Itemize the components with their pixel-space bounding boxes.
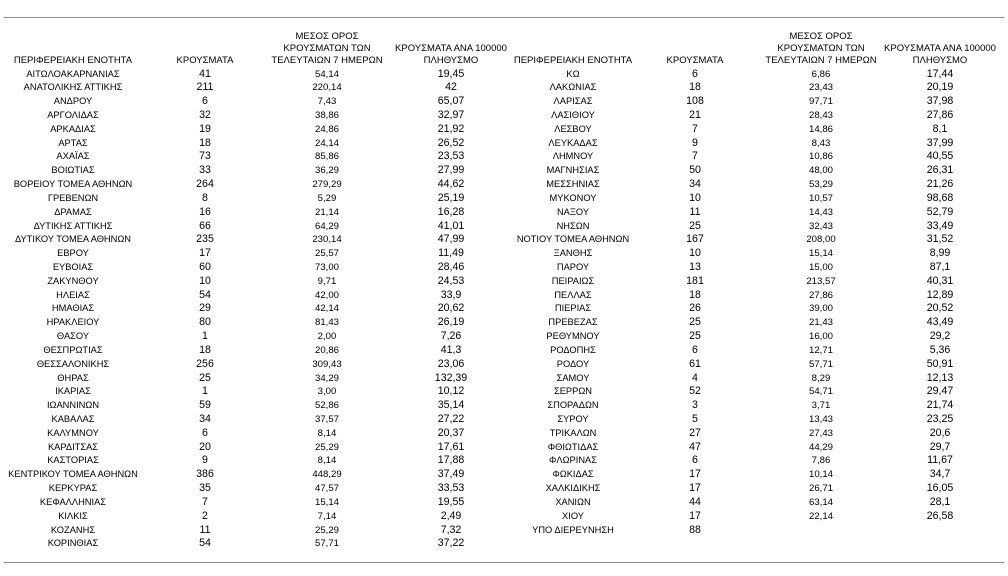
left-row-5-region: ΑΡΤΑΣ [58, 137, 88, 148]
right-row-32-region: ΧΙΟΥ [562, 510, 584, 521]
left-row-25-avg7: 37,57 [314, 414, 339, 425]
left-row-20-cases: 18 [199, 343, 211, 356]
header-avg7-right: ΜΕΣΟΣ ΟΡΟΣ ΚΡΟΥΣΜΑΤΩΝ ΤΩΝ ΤΕΛΕΥΤΑΙΩΝ 7 ΗΜΕΡΩΝ [765, 31, 877, 66]
right-row-23-cases: 52 [689, 385, 701, 398]
left-row-4-avg7: 24,86 [314, 123, 339, 135]
right-row-31-avg7: 63,14 [808, 496, 833, 508]
right-row-4-region: ΛΕΣΒΟΥ [554, 123, 592, 134]
left-row-31-cases: 7 [202, 495, 208, 508]
left-row-28-cases: 9 [202, 454, 208, 467]
right-row-26-region: ΤΡΙΚΑΛΩΝ [549, 427, 597, 438]
right-row-14-avg7: 15,00 [808, 261, 833, 273]
right-row-22-per100k: 12,13 [926, 371, 954, 384]
left-row-8-per100k: 44,62 [437, 178, 465, 191]
left-row-34-avg7: 57,71 [314, 538, 339, 550]
right-row-4-cases: 7 [692, 122, 698, 135]
left-row-19-region: ΘΑΣΟΥ [56, 331, 90, 342]
left-row-23-cases: 1 [202, 385, 208, 398]
right-row-17-cases: 26 [689, 302, 701, 315]
left-row-14-avg7: 73,00 [314, 261, 339, 273]
right-row-14-region: ΠΑΡΟΥ [556, 261, 590, 272]
right-row-21-avg7: 57,71 [808, 358, 833, 370]
right-row-27-per100k: 29,7 [929, 440, 951, 453]
right-row-3-cases: 21 [689, 108, 701, 121]
right-row-14-per100k: 87,1 [929, 260, 951, 273]
left-row-7-cases: 33 [199, 164, 211, 177]
left-row-1-avg7: 220,14 [312, 82, 342, 94]
right-row-19-region: ΡΕΘΥΜΝΟΥ [546, 331, 600, 342]
left-row-1-region: ΑΝΑΤΟΛΙΚΗΣ ΑΤΤΙΚΗΣ [23, 82, 123, 93]
left-row-25-per100k: 27,22 [437, 413, 465, 425]
right-row-10-region: ΝΑΞΟΥ [556, 206, 590, 217]
left-row-9-cases: 8 [202, 191, 208, 204]
left-row-17-per100k: 20,62 [437, 302, 465, 315]
left-row-29-avg7: 448,29 [312, 469, 342, 481]
left-row-26-cases: 6 [202, 426, 208, 439]
left-row-29-cases: 386 [196, 468, 214, 481]
left-row-8-avg7: 279,29 [312, 179, 342, 191]
left-row-34-per100k: 37,22 [437, 537, 465, 550]
left-row-3-region: ΑΡΓΟΛΙΔΑΣ [47, 109, 99, 120]
left-row-25-cases: 34 [199, 413, 211, 425]
left-row-7-avg7: 36,29 [314, 165, 339, 177]
right-row-13-region: ΞΑΝΘΗΣ [553, 248, 593, 259]
right-row-20-region: ΡΟΔΟΠΗΣ [550, 344, 596, 355]
left-row-12-region: ΔΥΤΙΚΟΥ ΤΟΜΕΑ ΑΘΗΝΩΝ [14, 234, 132, 245]
right-row-10-per100k: 52,79 [926, 205, 954, 218]
left-row-6-region: ΑΧΑΪΑΣ [56, 151, 90, 162]
left-row-22-per100k: 132,39 [434, 371, 468, 384]
right-row-5-region: ΛΕΥΚΑΔΑΣ [548, 137, 598, 148]
left-row-10-cases: 16 [199, 205, 211, 218]
left-row-6-per100k: 23,53 [437, 150, 465, 163]
right-row-9-region: ΜΥΚΟΝΟΥ [549, 192, 597, 203]
right-row-5-cases: 9 [692, 136, 698, 149]
left-row-34-region: ΚΟΡΙΝΘΙΑΣ [47, 538, 99, 549]
left-row-23-region: ΙΚΑΡΙΑΣ [55, 386, 91, 397]
right-row-30-cases: 17 [689, 482, 701, 495]
right-row-27-region: ΦΘΙΩΤΙΔΑΣ [547, 441, 599, 452]
left-row-16-region: ΗΛΕΙΑΣ [56, 289, 90, 300]
left-row-24-region: ΙΩΑΝΝΙΝΩΝ [46, 400, 100, 411]
left-row-15-cases: 10 [199, 274, 211, 287]
right-row-16-cases: 18 [689, 288, 701, 301]
left-row-9-per100k: 25,19 [437, 191, 465, 204]
right-row-33-cases: 88 [689, 523, 701, 536]
right-row-20-cases: 6 [692, 343, 698, 356]
right-row-20-avg7: 12,71 [808, 344, 833, 356]
right-row-29-avg7: 10,14 [808, 469, 833, 481]
left-row-32-cases: 2 [202, 509, 208, 522]
left-row-30-region: ΚΕΡΚΥΡΑΣ [48, 483, 98, 494]
right-row-25-cases: 5 [692, 413, 698, 425]
right-row-32-per100k: 26,58 [926, 509, 954, 522]
left-row-5-per100k: 26,52 [437, 136, 465, 149]
left-row-33-cases: 11 [199, 523, 211, 536]
left-row-26-region: ΚΑΛΥΜΝΟΥ [47, 427, 99, 438]
right-row-11-avg7: 32,43 [808, 220, 833, 232]
left-row-21-region: ΘΕΣΣΑΛΟΝΙΚΗΣ [36, 358, 110, 369]
right-row-0-avg7: 6,86 [811, 68, 831, 80]
left-row-14-cases: 60 [199, 260, 211, 273]
left-row-11-cases: 66 [199, 219, 211, 232]
left-row-18-cases: 80 [199, 316, 211, 329]
right-row-31-cases: 44 [689, 495, 701, 508]
right-row-26-avg7: 27,43 [808, 427, 833, 439]
right-row-24-cases: 3 [692, 399, 698, 412]
right-row-22-avg7: 8,29 [811, 372, 831, 384]
right-row-11-per100k: 33,49 [926, 219, 954, 232]
left-row-3-avg7: 38,86 [314, 109, 339, 121]
left-row-12-avg7: 230,14 [312, 234, 342, 246]
right-row-12-region: ΝΟΤΙΟΥ ΤΟΜΕΑ ΑΘΗΝΩΝ [516, 234, 630, 245]
right-row-22-cases: 4 [692, 371, 698, 384]
left-row-9-avg7: 5,29 [317, 192, 337, 204]
right-row-21-region: ΡΟΔΟΥ [556, 358, 590, 369]
right-row-10-avg7: 14,43 [808, 206, 833, 218]
left-row-2-region: ΑΝΔΡΟΥ [53, 96, 93, 107]
right-row-17-per100k: 20,52 [926, 302, 954, 315]
left-row-28-region: ΚΑΣΤΟΡΙΑΣ [47, 455, 99, 466]
left-row-0-per100k: 19,45 [437, 67, 465, 80]
right-row-23-region: ΣΕΡΡΩΝ [553, 386, 592, 397]
left-row-17-cases: 29 [199, 302, 211, 315]
left-row-4-per100k: 21,92 [437, 122, 465, 135]
right-row-2-cases: 108 [686, 95, 704, 108]
right-row-15-region: ΠΕΙΡΑΙΩΣ [551, 275, 595, 286]
right-row-1-region: ΛΑΚΩΝΙΑΣ [549, 82, 597, 93]
left-row-4-region: ΑΡΚΑΔΙΑΣ [50, 123, 96, 134]
right-row-1-per100k: 20,19 [926, 81, 954, 94]
left-row-18-region: ΗΡΑΚΛΕΙΟΥ [46, 317, 100, 328]
right-row-3-region: ΛΑΣΙΘΙΟΥ [551, 109, 595, 120]
right-row-29-cases: 17 [689, 468, 701, 481]
right-row-8-avg7: 53,29 [808, 179, 833, 191]
left-row-13-cases: 17 [199, 247, 211, 260]
right-row-9-cases: 10 [689, 191, 701, 204]
header-region-right: ΠΕΡΙΦΕΡΕΙΑΚΗ ΕΝΟΤΗΤΑ [513, 55, 633, 66]
left-row-15-per100k: 24,53 [437, 274, 465, 287]
left-row-15-avg7: 9,71 [317, 275, 337, 287]
right-row-26-cases: 27 [689, 426, 701, 439]
left-row-27-per100k: 17,61 [437, 440, 465, 453]
right-row-12-cases: 167 [686, 233, 704, 246]
left-row-6-cases: 73 [199, 150, 211, 163]
right-row-28-avg7: 7,86 [811, 455, 831, 467]
right-row-18-avg7: 21,43 [808, 317, 833, 329]
left-row-14-per100k: 28,46 [437, 260, 465, 273]
right-row-2-region: ΛΑΡΙΣΑΣ [553, 96, 593, 107]
left-row-19-cases: 1 [202, 330, 208, 343]
right-row-28-per100k: 11,67 [927, 454, 953, 467]
right-row-1-cases: 18 [689, 81, 701, 94]
left-row-11-region: ΔΥΤΙΚΗΣ ΑΤΤΙΚΗΣ [33, 220, 113, 231]
right-row-13-per100k: 8,99 [929, 247, 951, 260]
left-row-24-per100k: 35,14 [437, 399, 465, 412]
left-row-12-cases: 235 [196, 233, 214, 246]
right-row-21-per100k: 50,91 [926, 357, 954, 370]
left-row-5-avg7: 24,14 [314, 137, 339, 149]
right-row-27-avg7: 44,29 [808, 441, 833, 453]
left-row-29-per100k: 37,49 [437, 468, 465, 481]
left-row-17-avg7: 42,14 [314, 303, 339, 315]
right-row-32-cases: 17 [689, 509, 701, 522]
right-row-10-cases: 11 [689, 205, 701, 218]
left-row-18-avg7: 81,43 [314, 317, 339, 329]
right-row-24-per100k: 21,74 [926, 399, 954, 412]
left-row-27-avg7: 25,29 [314, 441, 339, 453]
right-row-8-cases: 34 [689, 178, 701, 191]
left-row-30-per100k: 33,53 [437, 482, 465, 495]
left-row-2-cases: 6 [202, 95, 208, 108]
right-row-29-per100k: 34,7 [929, 468, 951, 481]
left-row-11-avg7: 64,29 [314, 220, 339, 232]
left-row-21-cases: 256 [196, 357, 214, 370]
right-row-20-per100k: 5,36 [929, 343, 951, 356]
right-row-28-cases: 6 [692, 454, 698, 467]
left-row-31-region: ΚΕΦΑΛΛΗΝΙΑΣ [39, 496, 107, 507]
left-row-0-cases: 41 [199, 67, 211, 80]
left-row-32-avg7: 7,14 [317, 510, 337, 522]
left-row-14-region: ΕΥΒΟΙΑΣ [52, 261, 94, 272]
left-row-12-per100k: 47,99 [437, 233, 465, 246]
right-row-16-region: ΠΕΛΛΑΣ [554, 289, 592, 300]
header-cases-right: ΚΡΟΥΣΜΑΤΑ [666, 55, 724, 66]
right-row-6-per100k: 40,55 [926, 150, 954, 163]
top-rule [4, 17, 1004, 18]
right-row-32-avg7: 22,14 [808, 510, 833, 522]
right-row-25-avg7: 13,43 [808, 414, 833, 425]
left-row-16-cases: 54 [199, 288, 211, 301]
right-row-7-per100k: 26,31 [926, 164, 954, 177]
left-row-3-cases: 32 [199, 108, 211, 121]
right-row-29-region: ΦΩΚΙΔΑΣ [552, 469, 594, 480]
left-row-23-per100k: 10,12 [437, 385, 465, 398]
right-row-7-region: ΜΑΓΝΗΣΙΑΣ [546, 165, 600, 176]
right-row-0-cases: 6 [692, 67, 698, 80]
left-row-13-avg7: 25,57 [314, 248, 339, 260]
right-row-7-avg7: 48,00 [808, 165, 833, 177]
right-row-18-cases: 25 [689, 316, 701, 329]
right-row-15-cases: 181 [686, 274, 704, 287]
right-row-30-per100k: 16,05 [926, 482, 954, 495]
left-row-24-cases: 59 [199, 399, 211, 412]
left-row-13-region: ΕΒΡΟΥ [57, 248, 89, 259]
right-row-23-per100k: 29,47 [926, 385, 954, 398]
right-row-30-region: ΧΑΛΚΙΔΙΚΗΣ [545, 483, 601, 494]
right-row-23-avg7: 54,71 [808, 386, 833, 398]
right-row-26-per100k: 20,6 [929, 426, 951, 439]
right-row-3-avg7: 28,43 [808, 109, 833, 121]
right-row-24-region: ΣΠΟΡΑΔΩΝ [547, 400, 599, 411]
left-row-8-cases: 264 [196, 178, 214, 191]
left-row-17-region: ΗΜΑΘΙΑΣ [51, 303, 95, 314]
right-row-28-region: ΦΛΩΡΙΝΑΣ [548, 455, 598, 466]
left-row-31-per100k: 19,55 [437, 495, 465, 508]
left-row-5-cases: 18 [199, 136, 211, 149]
left-row-27-cases: 20 [199, 440, 211, 453]
right-row-0-per100k: 17,44 [926, 67, 954, 80]
left-row-31-avg7: 15,14 [314, 496, 339, 508]
left-row-23-avg7: 3,00 [317, 386, 337, 398]
left-row-6-avg7: 85,86 [314, 151, 339, 163]
right-row-13-cases: 10 [689, 247, 701, 260]
right-row-24-avg7: 3,71 [811, 400, 831, 412]
right-row-18-per100k: 43,49 [926, 316, 954, 329]
bottom-rule [4, 562, 1004, 563]
left-row-22-avg7: 34,29 [314, 372, 339, 384]
left-row-10-per100k: 16,28 [437, 205, 465, 218]
left-row-10-region: ΔΡΑΜΑΣ [54, 206, 92, 217]
right-row-19-cases: 25 [689, 330, 701, 343]
right-row-12-per100k: 31,52 [926, 233, 954, 246]
right-row-25-per100k: 23,25 [926, 413, 954, 425]
right-row-18-region: ΠΡΕΒΕΖΑΣ [548, 317, 598, 328]
right-row-5-per100k: 37,99 [926, 136, 954, 149]
left-row-33-region: ΚΟΖΑΝΗΣ [50, 524, 96, 535]
right-row-6-avg7: 10,86 [808, 151, 833, 163]
header-per100k: ΚΡΟΥΣΜΑΤΑ ΑΝΑ 100000 ΠΛΗΘΥΣΜΟ [395, 43, 507, 66]
right-row-16-per100k: 12,89 [926, 288, 954, 301]
right-row-5-avg7: 8,43 [811, 137, 831, 149]
left-row-1-per100k: 42 [445, 81, 457, 94]
left-row-27-region: ΚΑΡΔΙΤΣΑΣ [47, 441, 99, 452]
header-cases: ΚΡΟΥΣΜΑΤΑ [176, 55, 234, 66]
right-row-19-avg7: 16,00 [808, 331, 833, 343]
right-row-11-cases: 25 [689, 219, 701, 232]
left-row-2-avg7: 7,43 [317, 96, 337, 108]
header-per100k-right: ΚΡΟΥΣΜΑΤΑ ΑΝΑ 100000 ΠΛΗΘΥΣΜΟ [884, 43, 996, 66]
left-row-20-per100k: 41,3 [440, 343, 462, 356]
left-row-32-region: ΚΙΛΚΙΣ [58, 510, 88, 521]
right-row-8-region: ΜΕΣΣΗΝΙΑΣ [546, 179, 600, 190]
left-row-24-avg7: 52,86 [314, 400, 339, 412]
right-row-2-per100k: 37,98 [926, 95, 954, 108]
left-row-10-avg7: 21,14 [314, 206, 339, 218]
left-row-19-per100k: 7,26 [440, 330, 462, 343]
left-row-3-per100k: 32,97 [437, 108, 465, 121]
left-row-7-per100k: 27,99 [437, 164, 465, 177]
right-row-13-avg7: 15,14 [808, 248, 833, 260]
left-row-26-avg7: 8,14 [317, 427, 337, 439]
left-row-18-per100k: 26,19 [437, 316, 465, 329]
right-row-7-cases: 50 [689, 164, 701, 177]
right-row-16-avg7: 27,86 [808, 289, 833, 301]
left-row-32-per100k: 2,49 [440, 509, 462, 522]
right-row-31-region: ΧΑΝΙΩΝ [555, 496, 591, 507]
left-row-22-cases: 25 [199, 371, 211, 384]
left-row-33-per100k: 7,32 [440, 523, 462, 536]
right-row-14-cases: 13 [689, 260, 701, 273]
left-row-15-region: ΖΑΚΥΝΘΟΥ [47, 275, 99, 286]
left-row-8-region: ΒΟΡΕΙΟΥ ΤΟΜΕΑ ΑΘΗΝΩΝ [13, 179, 133, 190]
right-row-22-region: ΣΑΜΟΥ [556, 372, 590, 383]
left-row-21-per100k: 23,06 [437, 357, 465, 370]
left-row-0-avg7: 54,14 [314, 68, 339, 80]
left-row-2-per100k: 65,07 [437, 95, 465, 108]
right-row-3-per100k: 27,86 [926, 108, 954, 121]
right-row-30-avg7: 26,71 [808, 483, 833, 495]
right-row-9-avg7: 10,57 [808, 192, 833, 204]
right-row-9-per100k: 98,68 [926, 191, 954, 204]
right-row-17-region: ΠΙΕΡΙΑΣ [554, 303, 592, 314]
right-row-4-avg7: 14,86 [808, 123, 833, 135]
right-row-31-per100k: 28,1 [929, 495, 951, 508]
left-row-11-per100k: 41,01 [437, 219, 465, 232]
left-row-0-region: ΑΙΤΩΛΟΑΚΑΡΝΑΝΙΑΣ [26, 68, 120, 79]
left-row-28-avg7: 8,14 [317, 455, 337, 467]
left-row-33-avg7: 25,29 [314, 524, 339, 536]
right-row-33-per100k [874, 524, 1006, 538]
right-row-6-region: ΛΗΜΝΟΥ [552, 151, 594, 162]
left-row-20-avg7: 20,86 [314, 344, 339, 356]
left-row-16-per100k: 33,9 [440, 288, 462, 301]
left-row-25-region: ΚΑΒΑΛΑΣ [51, 414, 95, 424]
left-row-1-cases: 211 [196, 81, 214, 94]
left-row-16-avg7: 42,00 [314, 289, 339, 301]
right-row-2-avg7: 97,71 [808, 96, 833, 108]
header-region: ΠΕΡΙΦΕΡΕΙΑΚΗ ΕΝΟΤΗΤΑ [13, 55, 133, 66]
right-row-17-avg7: 39,00 [808, 303, 833, 315]
left-row-13-per100k: 11,49 [438, 247, 464, 260]
right-row-19-per100k: 29,2 [929, 330, 951, 343]
right-row-4-per100k: 8,1 [932, 122, 948, 135]
right-row-27-cases: 47 [689, 440, 701, 453]
left-row-34-cases: 54 [199, 537, 211, 550]
right-row-33-region: ΥΠΟ ΔΙΕΡΕΥΝΗΣΗ [532, 524, 614, 535]
right-row-21-cases: 61 [689, 357, 701, 370]
right-row-1-avg7: 23,43 [808, 82, 833, 94]
right-row-15-per100k: 40,31 [926, 274, 954, 287]
right-row-33-avg7 [760, 524, 882, 538]
left-row-9-region: ΓΡΕΒΕΝΩΝ [47, 192, 99, 203]
right-row-6-cases: 7 [692, 150, 698, 163]
right-row-0-region: ΚΩ [566, 68, 580, 79]
right-row-11-region: ΝΗΣΩΝ [556, 220, 590, 231]
header-avg7: ΜΕΣΟΣ ΟΡΟΣ ΚΡΟΥΣΜΑΤΩΝ ΤΩΝ ΤΕΛΕΥΤΑΙΩΝ 7 ΗΜΕΡΩΝ [271, 31, 383, 66]
left-row-19-avg7: 2,00 [317, 331, 337, 343]
left-row-29-region: ΚΕΝΤΡΙΚΟΥ ΤΟΜΕΑ ΑΘΗΝΩΝ [8, 469, 138, 480]
left-row-22-region: ΘΗΡΑΣ [57, 372, 89, 383]
left-row-20-region: ΘΕΣΠΡΩΤΙΑΣ [43, 344, 103, 355]
left-row-4-cases: 19 [199, 122, 211, 135]
left-row-21-avg7: 309,43 [312, 358, 342, 370]
left-row-7-region: ΒΟΙΩΤΙΑΣ [51, 165, 95, 176]
right-row-12-avg7: 208,00 [806, 234, 836, 246]
left-row-30-cases: 35 [199, 482, 211, 495]
left-row-26-per100k: 20,37 [437, 426, 465, 439]
right-row-25-region: ΣΥΡΟΥ [557, 414, 589, 424]
left-row-30-avg7: 47,57 [314, 483, 339, 495]
right-row-8-per100k: 21,26 [926, 178, 954, 191]
left-row-28-per100k: 17,88 [437, 454, 465, 467]
right-row-15-avg7: 213,57 [806, 275, 836, 287]
